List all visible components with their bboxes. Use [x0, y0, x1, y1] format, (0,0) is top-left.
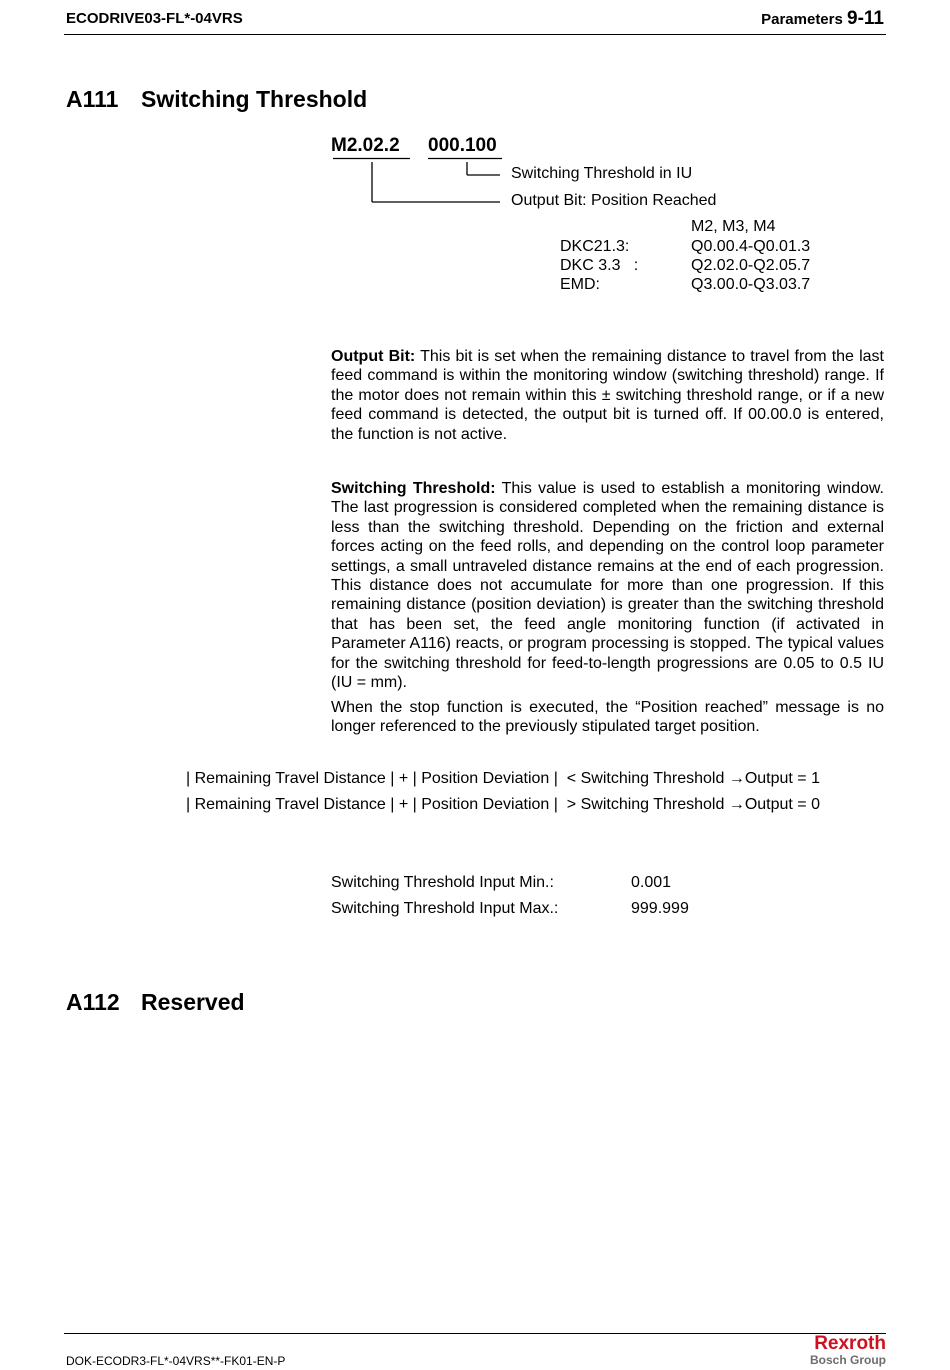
page-header-right [761, 8, 884, 30]
parameter-value: 000.100 [428, 135, 497, 156]
output-bit-term: Output Bit: [331, 348, 416, 365]
min-value: 0.001 [631, 874, 672, 891]
max-label: Switching Threshold Input Max.: [331, 900, 559, 917]
device-range: Q3.00.0-Q3.03.7 [691, 276, 811, 293]
code-connector-lines [330, 157, 505, 207]
section-number: A112 [66, 989, 120, 1015]
section-title: Switching Threshold [141, 86, 368, 112]
switching-threshold-term: Switching Threshold: [331, 480, 496, 497]
column-header: M2, M3, M4 [691, 218, 776, 235]
header-rule [64, 34, 886, 35]
section-label: Parameters [761, 11, 843, 28]
logo-brand: Rexroth [814, 1333, 886, 1354]
output-bit-paragraph [331, 347, 884, 444]
section-number: A111 [66, 86, 119, 112]
rexroth-logo [810, 1334, 886, 1367]
min-label: Switching Threshold Input Min.: [331, 874, 554, 891]
threshold-label: Switching Threshold in IU [511, 165, 693, 182]
formula-output-1: | Remaining Travel Distance | + | Position Deviation | < Switching Threshold →Output = 1 [186, 770, 820, 787]
device-range: Q2.02.0-Q2.05.7 [691, 257, 811, 274]
section-heading-a112 [66, 989, 245, 1016]
switching-threshold-text: This value is used to establish a monitoring window. The last progression is considered completed when the remaining distance is less than the switching threshold. Depending on the friction and external forces acting on the feed rolls, and depending on the control loop parameter settings, a small untraveled distance remains at the end of each progression. This distance does not accumulate for more than one progression. If this remaining distance (position deviation) is greater than the switching threshold that has been set, the feed angle monitoring function (if activated in Parameter A116) reacts, or program processing is stopped. The typical values for the switching threshold for feed-to-length progressions are 0.05 to 0.5 IU (IU = mm). [331, 480, 884, 692]
logo-group: Bosch Group [809, 1353, 886, 1367]
device-row: EMD: [560, 276, 600, 293]
stop-note-paragraph: When the stop function is executed, the “Position reached” message is no longer referenced to the previously stipulated target position. [331, 699, 884, 736]
device-row: DKC21.3: [560, 238, 630, 255]
output-label: Output Bit: Position Reached [511, 192, 717, 209]
device-row: DKC 3.3 : [560, 257, 639, 274]
switching-threshold-paragraph [331, 479, 884, 692]
parameter-code: M2.02.2 [331, 135, 400, 156]
page-number: 9-11 [847, 8, 884, 29]
section-title: Reserved [141, 989, 245, 1015]
device-range: Q0.00.4-Q0.01.3 [691, 238, 811, 255]
document-id: DOK-ECODR3-FL*-04VRS**-FK01-EN-P [66, 1354, 286, 1368]
max-value: 999.999 [631, 900, 689, 917]
output-bit-text: This bit is set when the remaining distance to travel from the last feed command is within the monitoring window (switching threshold) range. If the motor does not remain within this ± switching threshold range, or if a new feed command is detected, the output bit is turned off. If 00.00.0 is entered, the function is not active. [331, 348, 884, 443]
document-title: ECODRIVE03-FL*-04VRS [66, 10, 243, 27]
footer-rule [64, 1333, 886, 1334]
section-heading-a111 [66, 86, 367, 113]
formula-output-0: | Remaining Travel Distance | + | Position Deviation | > Switching Threshold →Output = 0 [186, 796, 820, 813]
